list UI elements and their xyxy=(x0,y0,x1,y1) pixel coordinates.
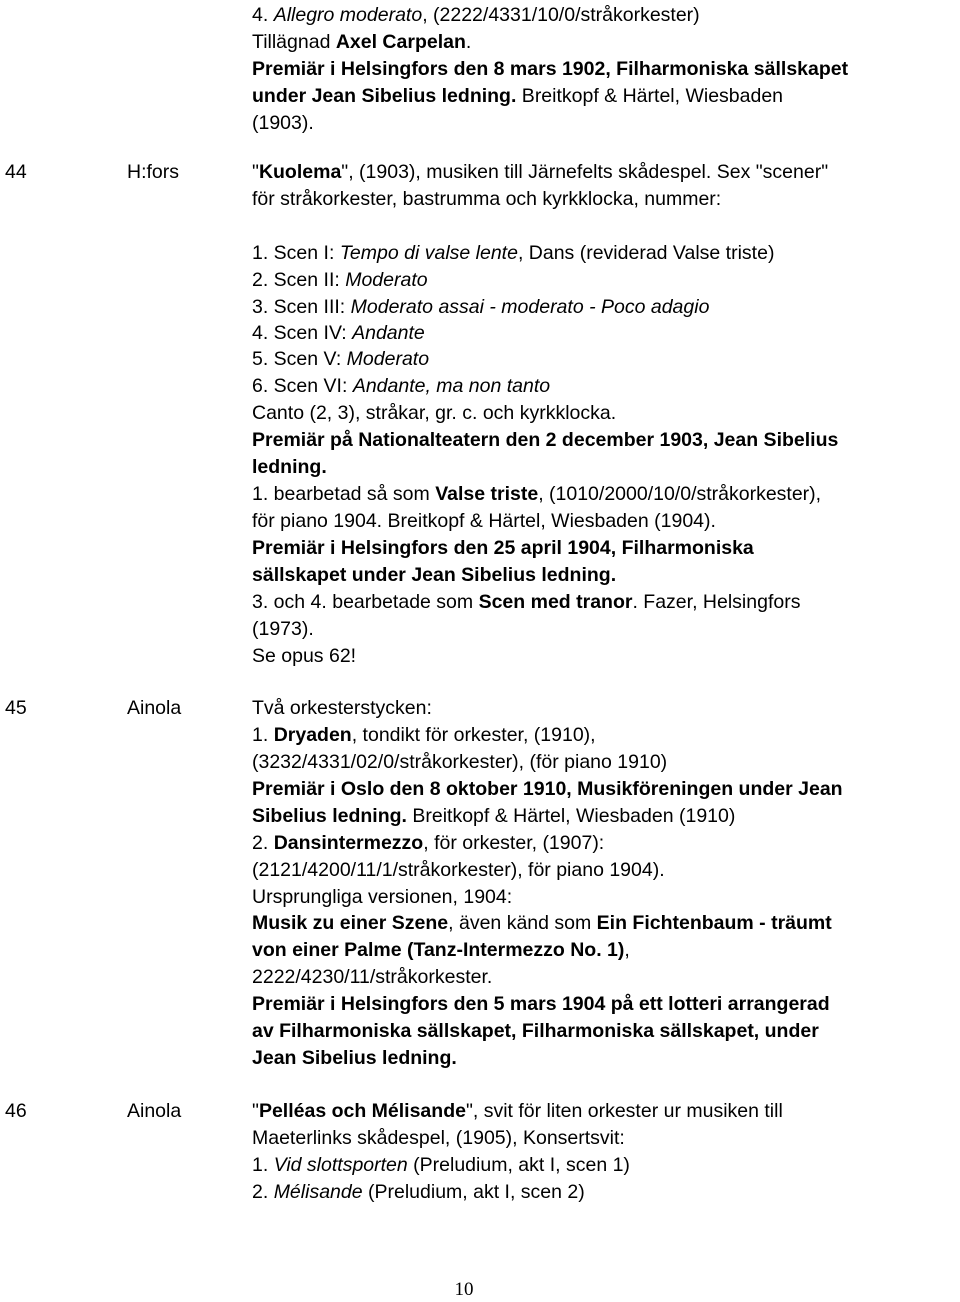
premiere-line: av Filharmoniska sällskapet, Filharmoniska sällskapet, under xyxy=(252,1020,819,1042)
movement-item: 1. Vid slottsporten (Preludium, akt I, scen 1) xyxy=(252,1154,630,1176)
movement-item: 2. Mélisande (Preludium, akt I, scen 2) xyxy=(252,1181,585,1203)
premiere-line: Premiär i Helsingfors den 5 mars 1904 på ett lotteri arrangerad xyxy=(252,993,830,1015)
composition-place: Ainola xyxy=(127,697,182,719)
opus-number: 44 xyxy=(5,161,27,183)
publication-line: (1973). xyxy=(252,618,314,640)
alt-title-line: Musik zu einer Szene, även känd som Ein Fichtenbaum - träumt xyxy=(252,912,832,934)
instrumentation-line: (3232/4331/02/0/stråkorkester), (för piano 1910) xyxy=(252,751,668,773)
premiere-line: Premiär i Oslo den 8 oktober 1910, Musikföreningen under Jean xyxy=(252,778,843,800)
cross-reference: Se opus 62! xyxy=(252,645,357,667)
work-title-line: Två orkesterstycken: xyxy=(252,697,432,719)
scene-item: 5. Scen V: Moderato xyxy=(252,348,430,370)
work-title-line: "Pelléas och Mélisande", svit för liten orkester ur musiken till xyxy=(252,1100,783,1122)
publication-line: (1903). xyxy=(252,112,314,134)
premiere-line: sällskapet under Jean Sibelius ledning. xyxy=(252,564,617,586)
premiere-line: Sibelius ledning. Breitkopf & Härtel, Wiesbaden (1910) xyxy=(252,805,736,827)
arrangement-line: 1. bearbetad så som Valse triste, (1010/2000/10/0/stråkorkester), xyxy=(252,483,822,505)
arrangement-line: 3. och 4. bearbetade som Scen med tranor. Fazer, Helsingfors xyxy=(252,591,801,613)
alt-title-line: von einer Palme (Tanz-Intermezzo No. 1), xyxy=(252,939,630,961)
scene-item: 2. Scen II: Moderato xyxy=(252,269,428,291)
work-title-line: "Kuolema", (1903), musiken till Järnefelts skådespel. Sex "scener" xyxy=(252,161,829,183)
description-line: Maeterlinks skådespel, (1905), Konsertsvit: xyxy=(252,1127,625,1149)
instrumentation-line: (2121/4200/11/1/stråkorkester), för piano 1904). xyxy=(252,859,665,881)
version-line: Ursprungliga versionen, 1904: xyxy=(252,886,513,908)
instrumentation-line: 2222/4230/11/stråkorkester. xyxy=(252,966,493,988)
composition-place: H:fors xyxy=(127,161,180,183)
premiere-line: Premiär i Helsingfors den 25 april 1904, Filharmoniska xyxy=(252,537,754,559)
instrumentation-line: Canto (2, 3), stråkar, gr. c. och kyrkklocka. xyxy=(252,402,617,424)
piece-line: 2. Dansintermezzo, för orkester, (1907): xyxy=(252,832,605,854)
scene-item: 6. Scen VI: Andante, ma non tanto xyxy=(252,375,551,397)
scene-item: 4. Scen IV: Andante xyxy=(252,322,425,344)
scene-item: 1. Scen I: Tempo di valse lente, Dans (reviderad Valse triste) xyxy=(252,242,775,264)
opus-number: 45 xyxy=(5,697,27,719)
work-line: 4. Allegro moderato, (2222/4331/10/0/stråkorkester) xyxy=(252,4,700,26)
premiere-line: Premiär i Helsingfors den 8 mars 1902, Filharmoniska sällskapet xyxy=(252,58,849,80)
description-line: för stråkorkester, bastrumma och kyrkklocka, nummer: xyxy=(252,188,722,210)
opus-number: 46 xyxy=(5,1100,27,1122)
premiere-line: ledning. xyxy=(252,456,327,478)
dedication-line: Tillägnad Axel Carpelan. xyxy=(252,31,472,53)
composition-place: Ainola xyxy=(127,1100,182,1122)
piece-line: 1. Dryaden, tondikt för orkester, (1910), xyxy=(252,724,596,746)
premiere-line: Jean Sibelius ledning. xyxy=(252,1047,457,1069)
page-number: 10 xyxy=(454,1279,474,1300)
premiere-line: under Jean Sibelius ledning. Breitkopf & Härtel, Wiesbaden xyxy=(252,85,784,107)
premiere-line: Premiär på Nationalteatern den 2 december 1903, Jean Sibelius xyxy=(252,429,839,451)
publication-line: för piano 1904. Breitkopf & Härtel, Wiesbaden (1904). xyxy=(252,510,716,532)
scene-item: 3. Scen III: Moderato assai - moderato - Poco adagio xyxy=(252,296,710,318)
